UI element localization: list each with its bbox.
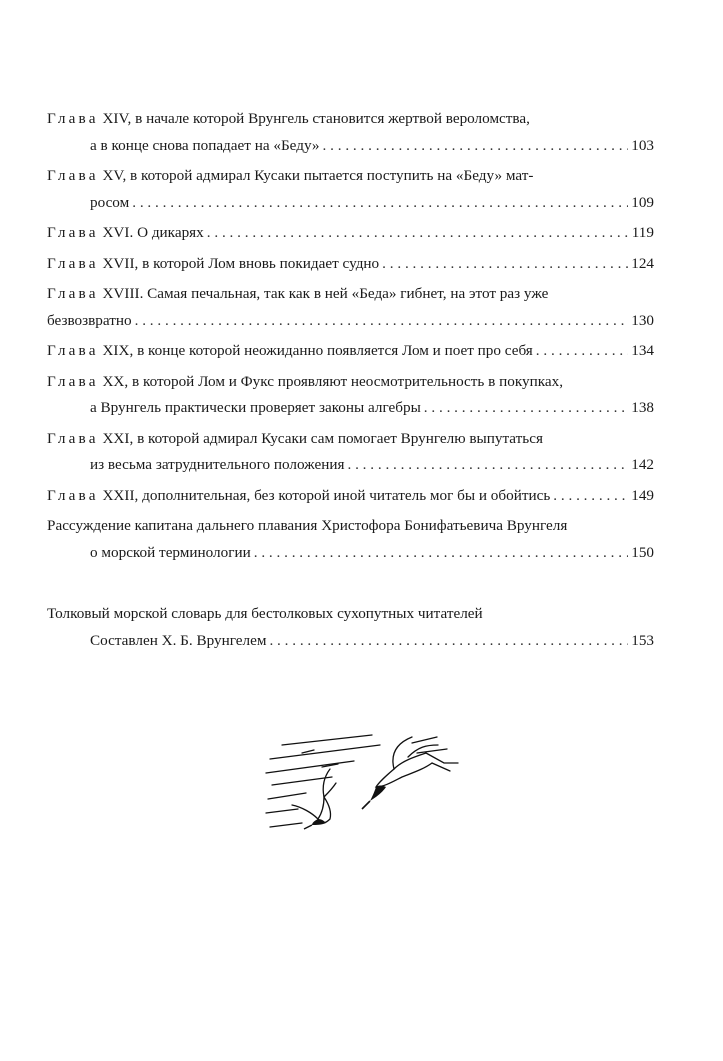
- toc-entry-xiv[interactable]: [47, 106, 654, 159]
- toc-entry-xix[interactable]: [47, 338, 654, 365]
- toc-entry-xvi[interactable]: [47, 220, 654, 247]
- entry-title-cont: Составлен Х. Б. Врунгелем: [90, 631, 267, 649]
- page-number: 149: [631, 486, 654, 504]
- entry-title-cont: а в конце снова попадает на «Беду»: [90, 136, 320, 154]
- wind-stroke: [268, 793, 306, 799]
- entry-title: , в которой адмирал Кусаки сам помогает Врунгелю выпутаться: [129, 429, 543, 447]
- leader-dots: [553, 483, 628, 510]
- wind-stroke: [417, 749, 447, 753]
- chapter-word: Глава: [47, 285, 99, 302]
- leader-dots: [382, 251, 628, 278]
- chapter-number: XIX: [102, 342, 130, 359]
- entry-title: , дополнительная, без которой иной читатель мог бы и обойтись: [134, 486, 551, 504]
- page-number: 109: [631, 193, 654, 211]
- leader-dots: [135, 308, 629, 335]
- page-number: 124: [631, 254, 654, 272]
- page-number: 150: [631, 543, 654, 561]
- leader-dots: [323, 133, 629, 160]
- small-gull-body: [318, 797, 331, 823]
- entry-title-cont: о морской терминологии: [90, 543, 251, 561]
- large-gull-beak: [362, 801, 370, 809]
- page-number: 142: [631, 456, 654, 473]
- chapter-number: XVII: [102, 254, 135, 272]
- leader-dots: [347, 452, 628, 479]
- entry-title: , в начале которой Врунгель становится жертвой вероломства,: [127, 110, 530, 127]
- entry-title-cont: из весьма затруднительного положения: [90, 456, 345, 473]
- page-number: 130: [631, 311, 654, 329]
- chapter-word: Глава: [47, 429, 99, 447]
- entry-title: Толковый морской словарь для бестолковых сухопутных читателей: [47, 605, 483, 622]
- large-gull-head: [370, 786, 386, 802]
- chapter-word: Глава: [47, 342, 99, 359]
- chapter-number: XV: [102, 167, 123, 184]
- entry-title: . Самая печальная, так как в ней «Беда» гибнет, на этот раз уже: [139, 285, 549, 302]
- chapter-number: XVI: [102, 224, 130, 241]
- page-number: 134: [631, 342, 654, 359]
- large-gull-tail: [426, 753, 458, 763]
- wind-stroke: [270, 823, 302, 827]
- toc-entry-xxi[interactable]: [47, 426, 654, 479]
- entry-title: , в конце которой неожиданно появляется Лом и поет про себя: [129, 342, 533, 359]
- leader-dots: [132, 190, 628, 217]
- toc-entry-xxii[interactable]: [47, 483, 654, 510]
- leader-dots: [424, 395, 628, 422]
- small-gull-wing: [323, 769, 336, 797]
- entry-title: Рассуждение капитана дальнего плавания Христофора Бонифатьевича Врунгеля: [47, 517, 568, 534]
- chapter-word: Глава: [47, 224, 99, 241]
- toc-entry-xvii[interactable]: [47, 251, 654, 278]
- table-of-contents: [47, 106, 654, 654]
- chapter-number: XIV: [102, 110, 128, 127]
- leader-dots: [207, 220, 629, 247]
- leader-dots: [536, 338, 628, 365]
- toc-entry-reasoning[interactable]: [47, 513, 654, 566]
- toc-entry-xx[interactable]: [47, 369, 654, 422]
- chapter-word: Глава: [47, 486, 99, 504]
- wind-stroke: [412, 737, 437, 743]
- entry-title-cont: безвозвратно: [47, 311, 132, 329]
- leader-dots: [254, 540, 629, 567]
- chapter-number: XVIII: [102, 285, 140, 302]
- entry-title: , в которой Лом вновь покидает судно: [134, 254, 380, 272]
- chapter-word: Глава: [47, 110, 99, 127]
- chapter-word: Глава: [47, 372, 99, 390]
- wind-stroke: [282, 735, 372, 745]
- wind-stroke: [266, 761, 354, 773]
- chapter-number: XX: [102, 372, 125, 390]
- entry-title: , в которой Лом и Фукс проявляют неосмотрительность в покупках,: [124, 372, 563, 390]
- large-gull-tail: [432, 763, 450, 771]
- small-gull-head: [312, 819, 326, 825]
- chapter-number: XXII: [102, 486, 135, 504]
- entry-title: . О дикарях: [129, 224, 204, 241]
- page-number: 103: [631, 136, 654, 154]
- leader-dots: [269, 628, 628, 655]
- large-gull-body: [376, 763, 432, 787]
- wind-stroke: [302, 750, 314, 753]
- seagulls-illustration: [262, 723, 462, 853]
- page-number: 138: [631, 399, 654, 416]
- section-spacer: [47, 566, 654, 601]
- entry-title-cont: росом: [90, 193, 130, 211]
- page-number: 153: [631, 631, 654, 649]
- entry-title: , в которой адмирал Кусаки пытается поступить на «Беду» мат-: [122, 167, 534, 184]
- page-number: 119: [631, 224, 654, 241]
- chapter-word: Глава: [47, 254, 99, 272]
- wind-stroke: [266, 809, 298, 813]
- toc-entry-dictionary[interactable]: [47, 601, 654, 654]
- small-gull-beak: [304, 825, 312, 829]
- toc-entry-xv[interactable]: [47, 163, 654, 216]
- toc-entry-xviii[interactable]: [47, 281, 654, 334]
- small-gull-wing: [292, 805, 318, 819]
- entry-title-cont: а Врунгель практически проверяет законы алгебры: [90, 399, 421, 416]
- chapter-word: Глава: [47, 167, 99, 184]
- wind-stroke: [270, 745, 380, 759]
- chapter-number: XXI: [102, 429, 130, 447]
